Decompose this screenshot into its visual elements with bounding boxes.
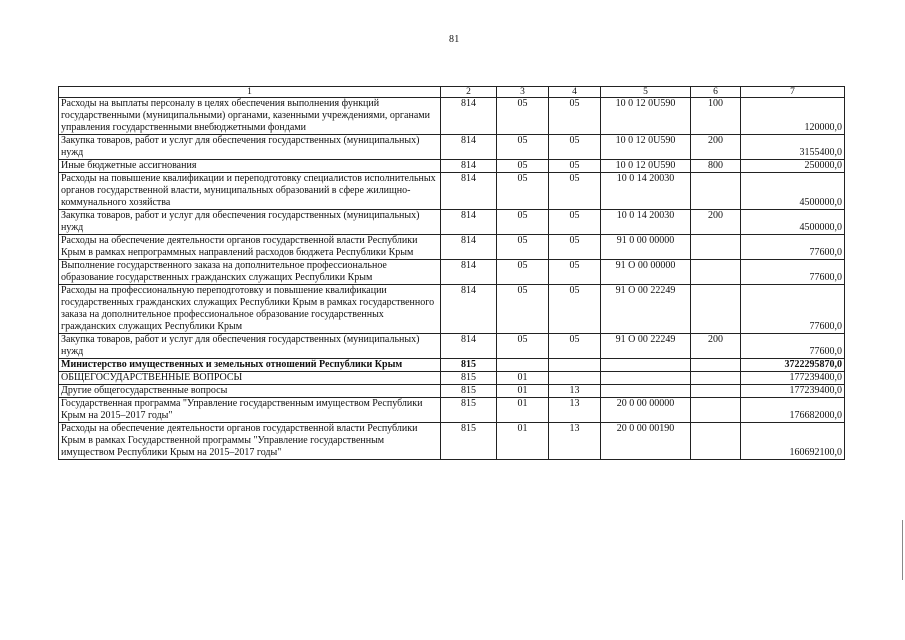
table-row — [59, 334, 845, 359]
row-ministry-code-cell: 814 — [441, 260, 497, 285]
table-row — [59, 173, 845, 210]
header-cell: 3 — [497, 87, 549, 98]
header-cell: 4 — [549, 87, 601, 98]
table-row — [59, 385, 845, 398]
row-target-article-cell — [601, 359, 691, 372]
row-name-cell: Другие общегосударственные вопросы — [59, 385, 441, 398]
row-expense-type-cell — [691, 398, 741, 423]
row-section-cell: 01 — [497, 398, 549, 423]
row-ministry-code-cell: 814 — [441, 210, 497, 235]
row-target-article-cell: 91 О 00 22249 — [601, 285, 691, 334]
row-ministry-code-cell: 814 — [441, 160, 497, 173]
row-expense-type-cell — [691, 173, 741, 210]
row-target-article-cell: 10 0 12 0U590 — [601, 135, 691, 160]
table-row — [59, 160, 845, 173]
table-row — [59, 372, 845, 385]
row-amount-cell: 120000,0 — [741, 98, 845, 135]
row-amount-cell: 3155400,0 — [741, 135, 845, 160]
row-target-article-cell: 10 0 12 0U590 — [601, 160, 691, 173]
row-expense-type-cell — [691, 285, 741, 334]
row-subsection-cell: 13 — [549, 385, 601, 398]
row-section-cell: 05 — [497, 235, 549, 260]
row-subsection-cell: 13 — [549, 398, 601, 423]
row-section-cell: 05 — [497, 98, 549, 135]
row-expense-type-cell — [691, 372, 741, 385]
row-ministry-code-cell: 814 — [441, 334, 497, 359]
row-expense-type-cell — [691, 423, 741, 460]
table-row — [59, 210, 845, 235]
row-amount-cell: 4500000,0 — [741, 210, 845, 235]
row-subsection-cell: 05 — [549, 98, 601, 135]
row-ministry-code-cell: 815 — [441, 372, 497, 385]
row-amount-cell: 77600,0 — [741, 235, 845, 260]
row-expense-type-cell — [691, 260, 741, 285]
row-section-cell: 01 — [497, 372, 549, 385]
row-name-cell: Иные бюджетные ассигнования — [59, 160, 441, 173]
header-cell: 5 — [601, 87, 691, 98]
row-amount-cell: 77600,0 — [741, 334, 845, 359]
row-subsection-cell: 05 — [549, 235, 601, 260]
row-name-cell: Государственная программа "Управление государственным имуществом Республики Крым на 2015–2017 годы" — [59, 398, 441, 423]
row-section-cell: 05 — [497, 135, 549, 160]
row-amount-cell: 250000,0 — [741, 160, 845, 173]
header-cell: 2 — [441, 87, 497, 98]
row-section-cell: 05 — [497, 334, 549, 359]
row-section-cell: 05 — [497, 260, 549, 285]
row-target-article-cell: 10 0 14 20030 — [601, 173, 691, 210]
row-name-cell: Выполнение государственного заказа на дополнительное профессиональное образование государственных гражданских служащих Республики Крым — [59, 260, 441, 285]
row-target-article-cell: 91 0 00 00000 — [601, 235, 691, 260]
row-subsection-cell — [549, 372, 601, 385]
row-section-cell: 05 — [497, 173, 549, 210]
row-subsection-cell — [549, 359, 601, 372]
table-body — [59, 87, 845, 460]
row-subsection-cell: 13 — [549, 423, 601, 460]
row-subsection-cell: 05 — [549, 334, 601, 359]
row-name-cell: Закупка товаров, работ и услуг для обеспечения государственных (муниципальных) нужд — [59, 210, 441, 235]
table-row — [59, 135, 845, 160]
row-name-cell: Расходы на обеспечение деятельности органов государственной власти Республики Крым в рамках Государственной программы "Управление государственным имуществом Республики Крым на 2015–2017 годы" — [59, 423, 441, 460]
table-row — [59, 398, 845, 423]
row-target-article-cell: 91 О 00 00000 — [601, 260, 691, 285]
row-target-article-cell: 91 О 00 22249 — [601, 334, 691, 359]
row-expense-type-cell: 200 — [691, 135, 741, 160]
row-expense-type-cell: 800 — [691, 160, 741, 173]
row-target-article-cell: 20 0 00 00000 — [601, 398, 691, 423]
row-ministry-code-cell: 814 — [441, 235, 497, 260]
header-cell: 6 — [691, 87, 741, 98]
row-target-article-cell — [601, 385, 691, 398]
row-name-cell: Расходы на выплаты персоналу в целях обеспечения выполнения функций государственными (муниципальными) органами, казенными учреждениями, органами управления государственными внебюджетными фондами — [59, 98, 441, 135]
table-row — [59, 285, 845, 334]
row-subsection-cell: 05 — [549, 285, 601, 334]
row-subsection-cell: 05 — [549, 260, 601, 285]
row-target-article-cell: 20 0 00 00190 — [601, 423, 691, 460]
row-name-cell: Расходы на профессиональную переподготовку и повышение квалификации государственных гражданских служащих Республики Крым в рамках государственного заказа на дополнительное профессиональное образование государственных гражданских служащих Республики Крым — [59, 285, 441, 334]
row-ministry-code-cell: 814 — [441, 98, 497, 135]
row-name-cell: Министерство имущественных и земельных отношений Республики Крым — [59, 359, 441, 372]
row-section-cell: 01 — [497, 423, 549, 460]
table-row — [59, 423, 845, 460]
row-section-cell: 01 — [497, 385, 549, 398]
row-subsection-cell: 05 — [549, 135, 601, 160]
row-expense-type-cell: 200 — [691, 334, 741, 359]
row-subsection-cell: 05 — [549, 173, 601, 210]
row-amount-cell: 177239400,0 — [741, 385, 845, 398]
row-amount-cell: 4500000,0 — [741, 173, 845, 210]
table-row — [59, 235, 845, 260]
row-name-cell: Расходы на повышение квалификации и переподготовку специалистов исполнительных органов государственной власти, муниципальных образований в сфере жилищно-коммунального хозяйства — [59, 173, 441, 210]
row-ministry-code-cell: 814 — [441, 285, 497, 334]
header-cell: 1 — [59, 87, 441, 98]
row-subsection-cell: 05 — [549, 210, 601, 235]
row-amount-cell: 77600,0 — [741, 285, 845, 334]
table-row — [59, 260, 845, 285]
budget-table — [58, 86, 845, 460]
header-cell: 7 — [741, 87, 845, 98]
table-header-row — [59, 87, 845, 98]
row-ministry-code-cell: 815 — [441, 359, 497, 372]
row-section-cell: 05 — [497, 160, 549, 173]
page-number: 81 — [449, 34, 460, 45]
row-expense-type-cell: 200 — [691, 210, 741, 235]
row-amount-cell: 160692100,0 — [741, 423, 845, 460]
row-amount-cell: 177239400,0 — [741, 372, 845, 385]
row-ministry-code-cell: 814 — [441, 135, 497, 160]
row-expense-type-cell: 100 — [691, 98, 741, 135]
row-amount-cell: 3722295870,0 — [741, 359, 845, 372]
row-expense-type-cell — [691, 385, 741, 398]
row-name-cell: Закупка товаров, работ и услуг для обеспечения государственных (муниципальных) нужд — [59, 334, 441, 359]
row-target-article-cell: 10 0 14 20030 — [601, 210, 691, 235]
row-target-article-cell: 10 0 12 0U590 — [601, 98, 691, 135]
row-name-cell: Закупка товаров, работ и услуг для обеспечения государственных (муниципальных) нужд — [59, 135, 441, 160]
row-target-article-cell — [601, 372, 691, 385]
row-ministry-code-cell: 815 — [441, 423, 497, 460]
table-row — [59, 359, 845, 372]
row-ministry-code-cell: 815 — [441, 385, 497, 398]
row-amount-cell: 77600,0 — [741, 260, 845, 285]
scan-edge-mark — [902, 520, 903, 580]
row-ministry-code-cell: 815 — [441, 398, 497, 423]
row-subsection-cell: 05 — [549, 160, 601, 173]
row-name-cell: Расходы на обеспечение деятельности органов государственной власти Республики Крым в рамках непрограммных направлений расходов бюджета Республики Крым — [59, 235, 441, 260]
row-ministry-code-cell: 814 — [441, 173, 497, 210]
row-expense-type-cell — [691, 235, 741, 260]
row-section-cell — [497, 359, 549, 372]
row-expense-type-cell — [691, 359, 741, 372]
row-section-cell: 05 — [497, 285, 549, 334]
table-row — [59, 98, 845, 135]
row-section-cell: 05 — [497, 210, 549, 235]
row-name-cell: ОБЩЕГОСУДАРСТВЕННЫЕ ВОПРОСЫ — [59, 372, 441, 385]
row-amount-cell: 176682000,0 — [741, 398, 845, 423]
